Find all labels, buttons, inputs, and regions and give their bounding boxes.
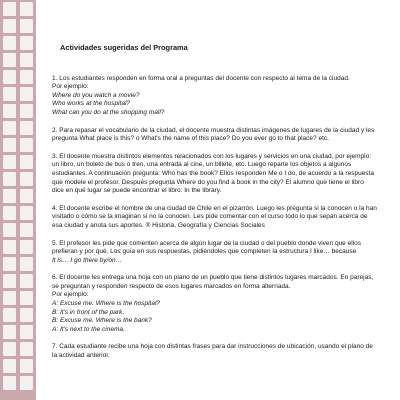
activity-list bbox=[52, 75, 377, 361]
activity-line: B: It's in front of the park. bbox=[52, 308, 125, 316]
perforation-square bbox=[3, 121, 16, 135]
perforation-square bbox=[20, 274, 33, 288]
activity-item bbox=[52, 205, 377, 231]
perforation-square bbox=[3, 2, 16, 16]
activity-line: 4. El docente escribe el nombre de una ciudad de Chile en el pizarrón. Luego les pregunta si la conocen o la han visitado o cómo se la imaginan si no la conocen. Les pide comentar con el curso todo lo que sepan acerca de esa ciudad y anota sus aportes. ® Historia, Geografía y Ciencias Sociales bbox=[52, 204, 377, 229]
perforation-square bbox=[3, 206, 16, 220]
document-title: Actividades sugeridas del Programa bbox=[60, 43, 188, 52]
activity-line: Por ejemplo: bbox=[52, 291, 89, 299]
perforation-square bbox=[3, 257, 16, 271]
perforation-square bbox=[3, 104, 16, 118]
perforation-square bbox=[20, 121, 33, 135]
perforation-square bbox=[20, 70, 33, 84]
perforation-square bbox=[20, 155, 33, 169]
activity-line: 7. Cada estudiante recibe una hoja con distintas frases para dar instrucciones de ubicación, usando el plano de la actividad anterior. bbox=[52, 343, 373, 360]
activity-line: 3. El docente muestra distintos elementos relacionados con los lugares y servicios en una ciudad, por ejemplo: un libro, un boleto de bus o tren, una entrada al cine, un billete, etc. Luego reparte los objetos a algunos estudiantes. A continuación pregunta: Who has the book? Ellos responden Me o I do, de acuerdo a la respuesta que modele el profesor. Después pregunta Where do you find a book in the city? El alumno que tiene el libro dice en qué lugar se puede encontrar el libro: In the library. bbox=[52, 152, 374, 195]
activity-item bbox=[52, 274, 377, 334]
perforation-square bbox=[3, 223, 16, 237]
perforation-square bbox=[3, 36, 16, 50]
perforation-square bbox=[20, 240, 33, 254]
perforation-square bbox=[3, 240, 16, 254]
perforation-square bbox=[20, 36, 33, 50]
perforation-square bbox=[3, 291, 16, 305]
perforation-square bbox=[20, 376, 33, 390]
perforation-square bbox=[20, 189, 33, 203]
activity-line: 1. Los estudiantes responden en forma oral a preguntas del docente con respecto al tema de la ciudad. bbox=[52, 74, 350, 82]
activity-line: 2. Para repasar el vocabulario de la ciudad, el docente muestra distintas imágenes de lugares de la ciudad y les pregunta What place is this? o What's the name of this place? Do you ever go to that place? etc. bbox=[52, 126, 375, 143]
activity-line: What can you do at the shopping mall? bbox=[52, 108, 165, 116]
activity-line: Who works at the hospital? bbox=[52, 100, 131, 108]
perforation-square bbox=[20, 172, 33, 186]
activity-line: Por ejemplo: bbox=[52, 83, 89, 91]
activity-line: A: It's next to the cinema. bbox=[52, 325, 125, 333]
perforation-square bbox=[20, 53, 33, 67]
perforation-square bbox=[20, 2, 33, 16]
perforation-square bbox=[3, 189, 16, 203]
perforation-square bbox=[20, 87, 33, 101]
perforation-square bbox=[20, 223, 33, 237]
perforation-square bbox=[3, 308, 16, 322]
perforation-square bbox=[3, 359, 16, 373]
perforation-square bbox=[3, 342, 16, 356]
perforation-square bbox=[3, 70, 16, 84]
perforation-square bbox=[20, 138, 33, 152]
perforation-square bbox=[3, 53, 16, 67]
perforation-square bbox=[20, 257, 33, 271]
perforation-square bbox=[20, 325, 33, 339]
activity-line: Where do you watch a movie? bbox=[52, 91, 140, 99]
perforation-square bbox=[3, 19, 16, 33]
perforation-square bbox=[20, 308, 33, 322]
activity-line: 5. El profesor les pide que comenten acerca de algún lugar de la ciudad o del pueblo donde viven que ellos prefieran y por qué. Los guía en sus respuestas, pidiéndoles que completen la estructura I like… because bbox=[52, 239, 361, 256]
perforation-square bbox=[3, 274, 16, 288]
perforation-square bbox=[20, 206, 33, 220]
perforation-square bbox=[3, 87, 16, 101]
perforation-square bbox=[20, 291, 33, 305]
activity-item bbox=[52, 153, 377, 196]
document-page bbox=[52, 44, 377, 370]
activity-item bbox=[52, 343, 377, 360]
perforation-pattern bbox=[3, 2, 33, 390]
perforation-square bbox=[20, 342, 33, 356]
activity-item bbox=[52, 75, 377, 118]
activity-line: 6. El docente les entrega una hoja con un plano de un pueblo que tiene distintos lugares marcados. En parejas, se preguntan y responden respecto de esos lugares marcados en forma alternada. bbox=[52, 274, 374, 290]
activity-line: B: Excuse me. Where is the bank? bbox=[52, 317, 152, 325]
activity-item bbox=[52, 127, 377, 144]
perforation-square bbox=[3, 155, 16, 169]
decorative-side-strip bbox=[0, 0, 36, 400]
activity-line: A: Excuse me. Where is the hospital? bbox=[52, 300, 161, 308]
activity-item bbox=[52, 240, 377, 266]
perforation-square bbox=[20, 104, 33, 118]
perforation-square bbox=[3, 376, 16, 390]
perforation-square bbox=[20, 19, 33, 33]
perforation-square bbox=[3, 138, 16, 152]
perforation-square bbox=[20, 359, 33, 373]
activity-line: It is… I go there by/on… bbox=[52, 256, 123, 264]
perforation-square bbox=[3, 325, 16, 339]
perforation-square bbox=[3, 172, 16, 186]
